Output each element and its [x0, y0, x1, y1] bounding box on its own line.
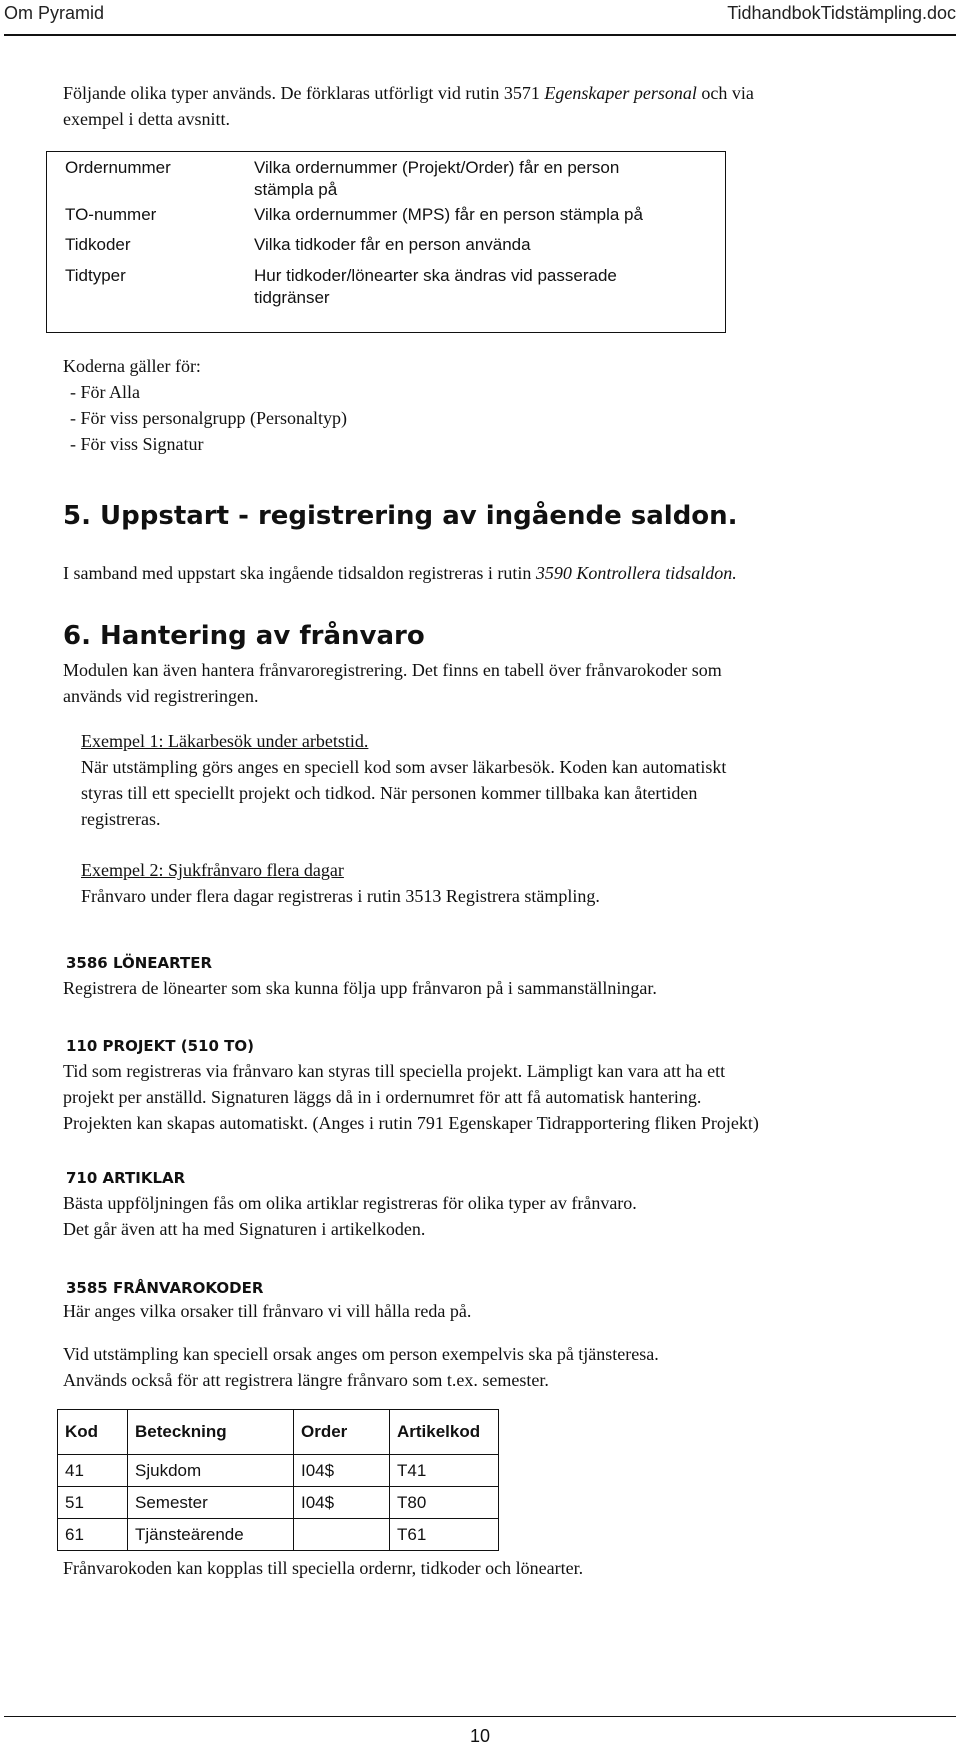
column-header: Order: [294, 1410, 390, 1455]
table-cell: T41: [390, 1455, 499, 1487]
intro-paragraph: [63, 80, 903, 132]
table-cell: 41: [58, 1455, 128, 1487]
example-1: [81, 728, 921, 832]
page-number: 10: [469, 1726, 491, 1746]
franvarokoder-heading: 3585 FRÅNVAROKODER: [66, 1279, 264, 1297]
paragraph-line: Registrera de lönearter som ska kunna följa upp frånvaron på i sammanställningar.: [63, 978, 657, 998]
table-cell: 51: [58, 1487, 128, 1519]
paragraph-line: projekt per anställd. Signaturen läggs då in i ordernumret för att få automatisk hantering.: [63, 1087, 702, 1107]
table-cell: T80: [390, 1487, 499, 1519]
paragraph-line: Frånvarokoden kan kopplas till speciella ordernr, tidkoder och lönearter.: [63, 1558, 584, 1578]
table-cell: Tjänsteärende: [128, 1519, 294, 1551]
section-5-text-plain: I samband med uppstart ska ingående tidsaldon registreras i rutin: [63, 563, 536, 583]
artiklar-heading: 710 ARTIKLAR: [66, 1169, 186, 1187]
absence-codes-table: [57, 1409, 499, 1551]
types-desc: Vilka ordernummer (Projekt/Order) får en person stämpla på: [254, 158, 620, 199]
loenearter-heading: 3586 LÖNEARTER: [66, 954, 213, 972]
intro-text-2: och via: [696, 83, 754, 103]
table-cell: T61: [390, 1519, 499, 1551]
section-6-heading: 6. Hantering av frånvaro: [63, 621, 425, 651]
paragraph-line: Tid som registreras via frånvaro kan styras till speciella projekt. Lämpligt kan vara att ha ett: [63, 1061, 726, 1081]
types-desc: Vilka tidkoder får en person använda: [254, 235, 531, 254]
types-table: [46, 151, 726, 333]
types-desc: Vilka ordernummer (MPS) får en person stämpla på: [254, 205, 643, 224]
intro-italic-ref: Egenskaper personal: [544, 83, 697, 103]
paragraph-line: används vid registreringen.: [63, 686, 259, 706]
section-5-italic-ref: 3590 Kontrollera tidsaldon.: [535, 563, 737, 583]
table-cell: [294, 1519, 390, 1551]
types-label: Ordernummer: [65, 158, 171, 177]
paragraph-line: Modulen kan även hantera frånvaroregistrering. Det finns en tabell över frånvarokoder som: [63, 660, 722, 680]
codes-apply-heading: Koderna gäller för:: [63, 356, 201, 376]
types-label: Tidtyper: [65, 266, 126, 285]
list-item: - För Alla: [70, 382, 140, 402]
table-row: [58, 1487, 499, 1519]
table-cell: Sjukdom: [128, 1455, 294, 1487]
section-5-heading: 5. Uppstart - registrering av ingående saldon.: [63, 501, 738, 531]
paragraph-line: Bästa uppföljningen fås om olika artiklar registreras för olika typer av frånvaro.: [63, 1193, 637, 1213]
loenearter-text: [63, 975, 903, 1001]
projekt-heading: 110 PROJEKT (510 TO): [66, 1037, 254, 1055]
section-6-text: [63, 657, 903, 709]
paragraph-line: Vid utstämpling kan speciell orsak anges om person exempelvis ska på tjänsteresa.: [63, 1344, 659, 1364]
example-1-title: Exempel 1: Läkarbesök under arbetstid.: [81, 731, 369, 751]
table-cell: Semester: [128, 1487, 294, 1519]
example-2: [81, 857, 921, 909]
header-filename: TidhandbokTidstämpling.doc: [727, 3, 956, 23]
column-header: Beteckning: [128, 1410, 294, 1455]
list-item: - För viss personalgrupp (Personaltyp): [70, 408, 347, 428]
franvarokoder-text-2: [63, 1341, 903, 1393]
paragraph-line: Projekten kan skapas automatiskt. (Anges i rutin 791 Egenskaper Tidrapportering fliken Projekt): [63, 1113, 759, 1133]
paragraph-line: styras till ett speciellt projekt och tidkod. När personen kommer tillbaka kan återtiden: [81, 783, 698, 803]
closing-text: [63, 1555, 903, 1581]
types-label: Tidkoder: [65, 235, 131, 254]
paragraph-line: registreras.: [81, 809, 161, 829]
table-row: [58, 1455, 499, 1487]
section-5-text: [63, 560, 903, 586]
column-header: Artikelkod: [390, 1410, 499, 1455]
example-2-title: Exempel 2: Sjukfrånvaro flera dagar: [81, 860, 344, 880]
paragraph-line: Frånvaro under flera dagar registreras i rutin 3513 Registrera stämpling.: [81, 886, 600, 906]
paragraph-line: Används också för att registrera längre frånvaro som t.ex. semester.: [63, 1370, 549, 1390]
intro-text-3: exempel i detta avsnitt.: [63, 109, 230, 129]
table-cell: I04$: [294, 1455, 390, 1487]
table-cell: 61: [58, 1519, 128, 1551]
artiklar-text: [63, 1190, 903, 1242]
header-rule: [4, 34, 956, 36]
table-header-row: [58, 1410, 499, 1455]
table-row: [58, 1519, 499, 1551]
column-header: Kod: [58, 1410, 128, 1455]
page-header: [0, 0, 960, 40]
types-label: TO-nummer: [65, 205, 157, 224]
codes-apply-list: [63, 353, 903, 457]
footer-rule: [4, 1716, 956, 1717]
projekt-text: [63, 1058, 903, 1136]
types-desc: Hur tidkoder/lönearter ska ändras vid passerade tidgränser: [254, 266, 617, 307]
paragraph-line: När utstämpling görs anges en speciell kod som avser läkarbesök. Koden kan automatiskt: [81, 757, 727, 777]
franvarokoder-text: [63, 1298, 903, 1324]
paragraph-line: Det går även att ha med Signaturen i artikelkoden.: [63, 1219, 426, 1239]
paragraph-line: Här anges vilka orsaker till frånvaro vi vill hålla reda på.: [63, 1301, 472, 1321]
intro-text-1: Följande olika typer används. De förklaras utförligt vid rutin 3571: [63, 83, 545, 103]
header-left-title: Om Pyramid: [4, 3, 105, 23]
table-cell: I04$: [294, 1487, 390, 1519]
list-item: - För viss Signatur: [70, 434, 204, 454]
